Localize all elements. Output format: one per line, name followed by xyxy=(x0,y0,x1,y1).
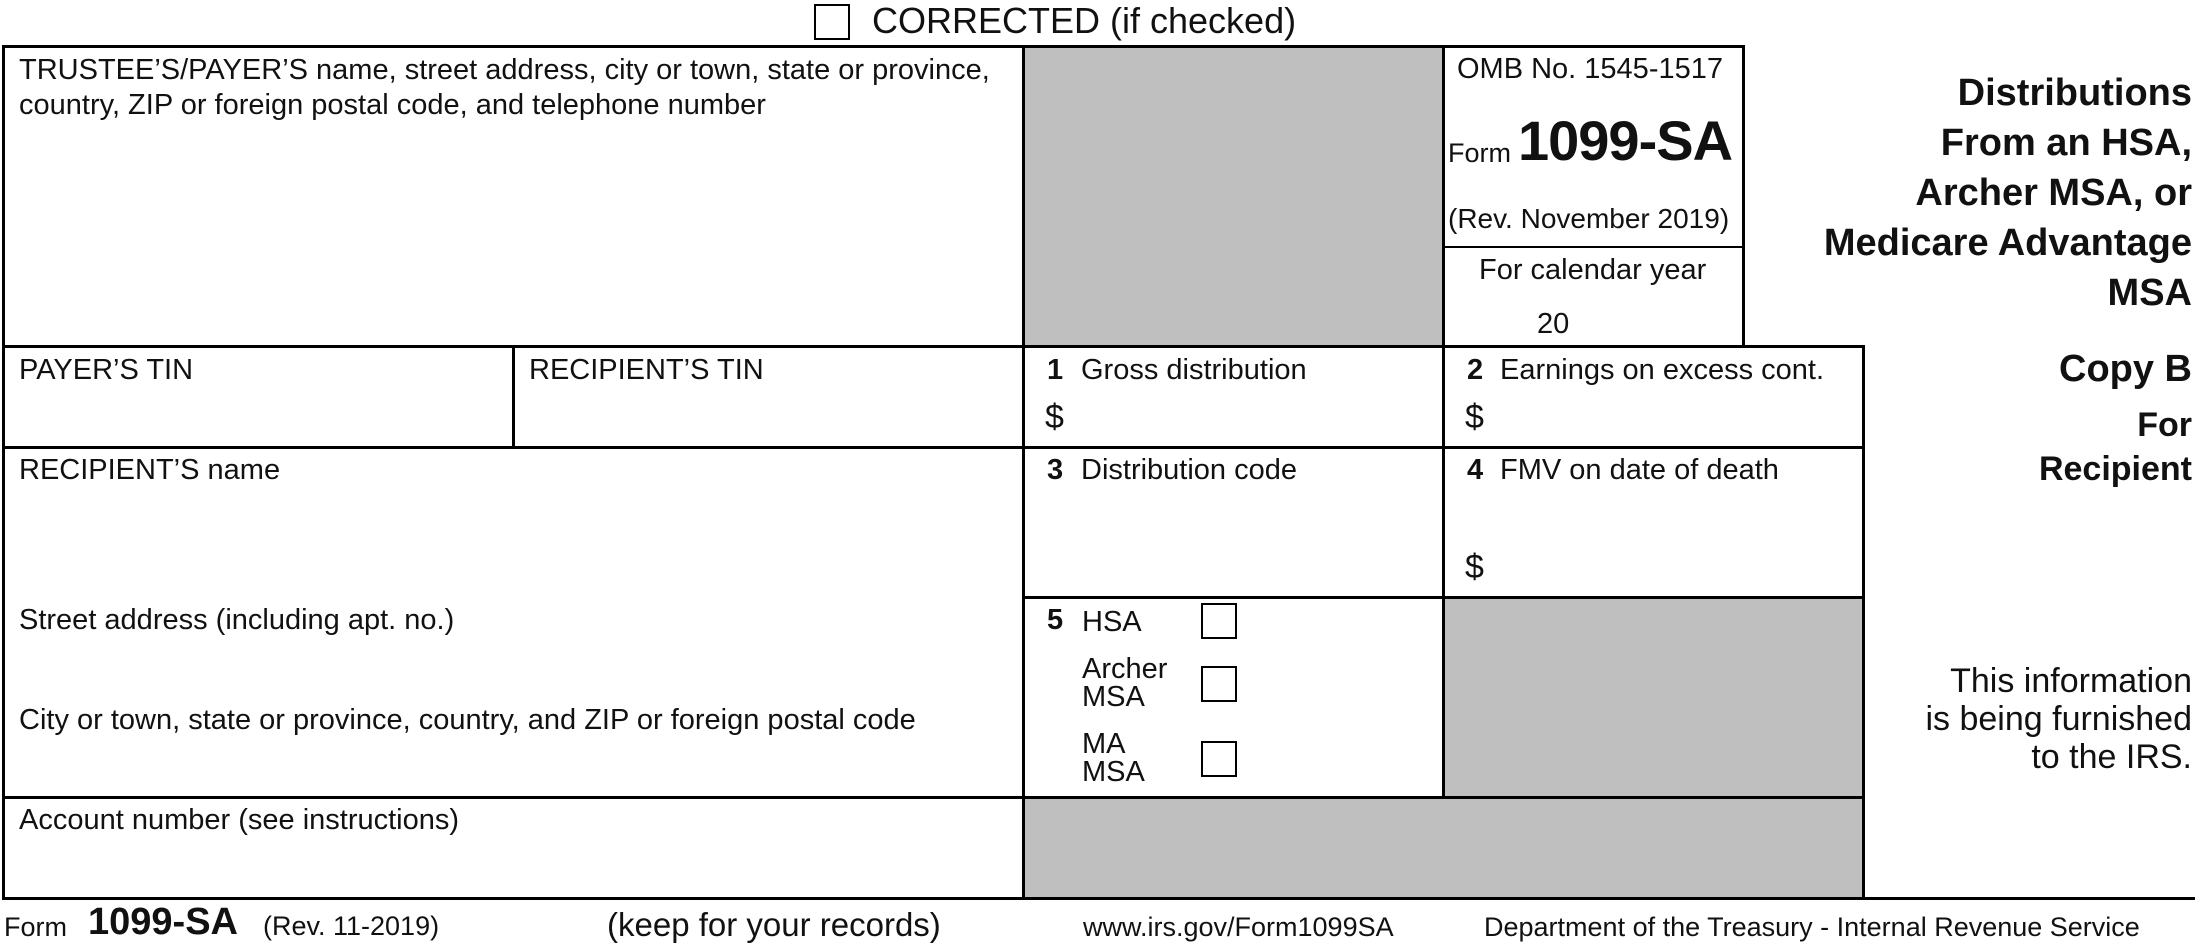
box5-ma-msa-checkbox[interactable] xyxy=(1201,741,1237,777)
calendar-year-prefix: 20 xyxy=(1537,308,1570,340)
tin-divider xyxy=(512,345,515,448)
city-state-zip-label: City or town, state or province, country, and ZIP or foreign postal code xyxy=(19,704,916,736)
irs-notice-line2: is being furnished xyxy=(1925,700,2192,738)
box5-archer-label-line1: Archer xyxy=(1082,653,1168,685)
form-title-line2: From an HSA, xyxy=(1940,122,2192,164)
footer-form-number: 1099-SA xyxy=(88,901,238,943)
box1-label: Gross distribution xyxy=(1081,354,1307,386)
city-state-zip-input[interactable] xyxy=(6,742,1018,792)
calendar-year-input[interactable] xyxy=(1572,302,1632,342)
box5-hsa-label: HSA xyxy=(1082,606,1142,638)
footer-form-word: Form xyxy=(4,912,67,942)
corrected-checkbox[interactable] xyxy=(814,4,850,40)
account-number-input[interactable] xyxy=(6,842,1018,894)
irs-notice-line3: to the IRS. xyxy=(2031,738,2192,776)
box5-ma-label-line1: MA xyxy=(1082,728,1126,760)
payer-info-field[interactable] xyxy=(6,125,1018,341)
form-number-header: 1099-SA xyxy=(1518,109,1733,172)
irs-notice-line1: This information xyxy=(1950,662,2192,700)
shaded-area-top xyxy=(1024,47,1444,346)
corrected-label: CORRECTED (if checked) xyxy=(872,0,1297,41)
payer-block-label-line2: country, ZIP or foreign postal code, and telephone number xyxy=(19,89,766,121)
box1-dollar-sign: $ xyxy=(1045,398,1064,436)
recipient-tin-input[interactable] xyxy=(518,392,1018,442)
box5-archer-msa-checkbox[interactable] xyxy=(1201,666,1237,702)
payer-tin-label: PAYER’S TIN xyxy=(19,354,194,386)
copy-for-label: For xyxy=(2137,406,2192,444)
form-title-line4: Medicare Advantage xyxy=(1823,222,2192,264)
omb-divider xyxy=(1444,246,1744,248)
footer-keep-records: (keep for your records) xyxy=(607,906,941,943)
copy-b-label: Copy B xyxy=(2059,348,2192,390)
box4-number: 4 xyxy=(1467,454,1484,486)
irs-notice xyxy=(1880,662,2192,776)
account-number-label: Account number (see instructions) xyxy=(19,804,460,836)
box3-distribution-code-input[interactable] xyxy=(1030,492,1436,592)
box4-label: FMV on date of death xyxy=(1500,454,1779,486)
box5-number: 5 xyxy=(1047,604,1064,636)
recipient-name-input[interactable] xyxy=(6,492,1018,592)
calendar-year-label: For calendar year xyxy=(1479,254,1707,286)
box3-number: 3 xyxy=(1047,454,1064,486)
payer-block-label-line1: TRUSTEE’S/PAYER’S name, street address, city or town, state or province, xyxy=(19,54,990,86)
form-title xyxy=(1760,68,2192,318)
footer-department: Department of the Treasury - Internal Revenue Service xyxy=(1484,912,2140,942)
box5-archer-label-line2: MSA xyxy=(1082,681,1145,713)
form-title-line3: Archer MSA, or xyxy=(1915,172,2192,214)
box3-label: Distribution code xyxy=(1081,454,1297,486)
payer-tin-input[interactable] xyxy=(6,392,508,442)
street-address-input[interactable] xyxy=(6,640,1018,696)
form-title-line5: MSA xyxy=(2107,272,2192,314)
copy-recipient-label: Recipient xyxy=(2038,450,2192,488)
box2-number: 2 xyxy=(1467,354,1484,386)
recipient-tin-label: RECIPIENT’S TIN xyxy=(529,354,764,386)
form-revision: (Rev. November 2019) xyxy=(1448,203,1730,234)
row-divider-4 xyxy=(2,796,1864,799)
col-divider-2 xyxy=(1442,45,1445,799)
col-divider-main xyxy=(1022,45,1025,899)
col-divider-right xyxy=(1862,345,1865,899)
box4-dollar-sign: $ xyxy=(1465,548,1484,586)
row-divider-2 xyxy=(2,446,1864,449)
box2-dollar-sign: $ xyxy=(1465,398,1484,436)
box2-label: Earnings on excess cont. xyxy=(1500,354,1825,386)
form-top-border xyxy=(2,45,1744,48)
omb-number: OMB No. 1545-1517 xyxy=(1457,53,1723,85)
box1-number: 1 xyxy=(1047,354,1064,386)
shaded-area-bottom xyxy=(1024,798,1863,899)
box2-earnings-input[interactable] xyxy=(1490,394,1856,442)
form-bottom-border xyxy=(2,897,2195,900)
footer-revision: (Rev. 11-2019) xyxy=(263,911,440,941)
footer-irs-url: www.irs.gov/Form1099SA xyxy=(1083,912,1394,942)
form-left-border xyxy=(2,45,5,899)
box5-ma-label-line2: MSA xyxy=(1082,756,1145,788)
form-word-header: Form xyxy=(1448,138,1511,168)
box1-gross-distribution-input[interactable] xyxy=(1070,394,1436,442)
street-address-label: Street address (including apt. no.) xyxy=(19,604,455,636)
omb-right-border xyxy=(1742,45,1745,347)
recipient-name-label: RECIPIENT’S name xyxy=(19,454,281,486)
box5-hsa-checkbox[interactable] xyxy=(1201,603,1237,639)
row-divider-1 xyxy=(2,345,1864,348)
shaded-area-box6 xyxy=(1444,598,1863,798)
form-title-line1: Distributions xyxy=(1957,72,2192,114)
box4-fmv-input[interactable] xyxy=(1490,544,1856,592)
